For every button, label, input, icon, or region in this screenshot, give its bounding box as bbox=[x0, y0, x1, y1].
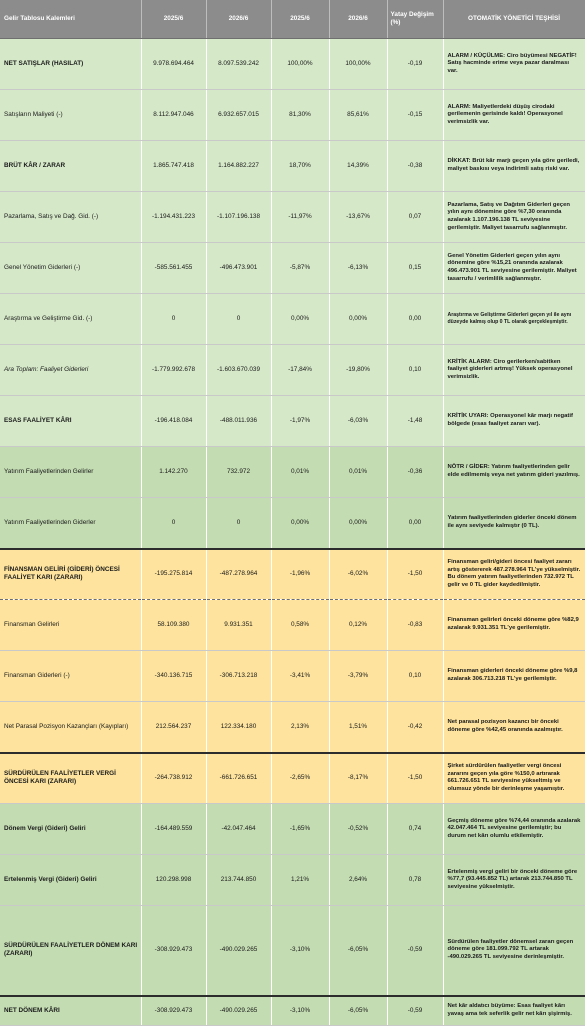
row-ratio-2025[interactable]: -17,84% bbox=[271, 345, 329, 396]
row-ratio-2026[interactable]: -6,02% bbox=[329, 549, 387, 600]
row-diagnosis[interactable]: Finansman geliri/gideri öncesi faaliyet zararı artış göstererek 487.278.964 TL'ye yükselmiştir. Bu dönem yatırım faaliyetlerinden 732.972 TL gelir ve 0 TL gider kaydedilmiştir. bbox=[443, 549, 585, 600]
row-ratio-2026[interactable]: -3,79% bbox=[329, 651, 387, 702]
row-change[interactable]: -0,15 bbox=[387, 90, 443, 141]
row-ratio-2026[interactable]: 0,01% bbox=[329, 447, 387, 498]
row-ratio-2026[interactable]: -6,13% bbox=[329, 243, 387, 294]
row-ratio-2026[interactable]: -19,80% bbox=[329, 345, 387, 396]
row-ratio-2026[interactable]: -0,52% bbox=[329, 804, 387, 855]
row-item-name[interactable]: SÜRDÜRÜLEN FAALİYETLER VERGİ ÖNCESİ KARI (ZARARI) bbox=[0, 753, 141, 804]
table-row bbox=[0, 396, 585, 447]
row-change[interactable]: -0,59 bbox=[387, 996, 443, 1026]
row-diagnosis[interactable]: ALARM: Maliyetlerdeki düşüş cirodaki gerilemenin gerisinde kaldı! Operasyonel verimsizlik var. bbox=[443, 90, 585, 141]
row-change[interactable]: 0,10 bbox=[387, 651, 443, 702]
row-value-2026[interactable]: -487.278.964 bbox=[206, 549, 271, 600]
header-period-2[interactable]: 2026/6 bbox=[206, 0, 271, 39]
row-item-name[interactable]: Ara Toplam: Faaliyet Giderleri bbox=[0, 345, 141, 396]
row-change[interactable]: -1,50 bbox=[387, 753, 443, 804]
row-diagnosis[interactable]: ALARM / KÜÇÜLME: Ciro büyümesi NEGATİF! Satış hacminde erime veya pazar daralması var. bbox=[443, 39, 585, 90]
row-ratio-2025[interactable]: -5,87% bbox=[271, 243, 329, 294]
row-diagnosis[interactable]: Finansman giderleri önceki döneme göre %9,8 azalarak 306.713.218 TL'ye gerilemiştir. bbox=[443, 651, 585, 702]
table-header bbox=[0, 0, 585, 39]
row-value-2026[interactable]: 9.931.351 bbox=[206, 600, 271, 651]
row-value-2026[interactable]: -306.713.218 bbox=[206, 651, 271, 702]
table-row bbox=[0, 600, 585, 651]
header-horizontal-change[interactable]: Yatay Değişim (%) bbox=[387, 0, 443, 39]
row-ratio-2025[interactable]: 0,00% bbox=[271, 294, 329, 345]
row-item-name[interactable]: Pazarlama, Satış ve Dağ. Gid. (-) bbox=[0, 192, 141, 243]
row-diagnosis[interactable]: KRİTİK UYARI: Operasyonel kâr marjı negatif bölgede (esas faaliyet zararı var). bbox=[443, 396, 585, 447]
row-value-2025[interactable]: 0 bbox=[141, 294, 206, 345]
table-row bbox=[0, 906, 585, 996]
table-row bbox=[0, 498, 585, 549]
row-change[interactable]: 0,15 bbox=[387, 243, 443, 294]
row-ratio-2025[interactable]: -3,41% bbox=[271, 651, 329, 702]
row-item-name[interactable]: Ertelenmiş Vergi (Gideri) Geliri bbox=[0, 855, 141, 906]
row-value-2025[interactable]: -195.275.814 bbox=[141, 549, 206, 600]
row-ratio-2026[interactable]: 0,00% bbox=[329, 498, 387, 549]
row-value-2025[interactable]: -308.929.473 bbox=[141, 996, 206, 1026]
row-diagnosis[interactable]: NÖTR / GİDER: Yatırım faaliyetlerinden gelir elde edilmemiş veya net yatırım gideri yazılmış. bbox=[443, 447, 585, 498]
header-item-name[interactable]: Gelir Tablosu Kalemleri bbox=[0, 0, 141, 39]
row-ratio-2025[interactable]: 0,58% bbox=[271, 600, 329, 651]
row-ratio-2025[interactable]: -1,96% bbox=[271, 549, 329, 600]
row-value-2025[interactable]: -264.738.912 bbox=[141, 753, 206, 804]
table-row bbox=[0, 447, 585, 498]
row-value-2025[interactable]: -196.418.084 bbox=[141, 396, 206, 447]
row-diagnosis[interactable]: Araştırma ve Geliştirme Giderleri geçen yıl ile aynı düzeyde kalmış olup 0 TL olarak gerçekleşmiştir. bbox=[443, 294, 585, 345]
row-change[interactable]: -0,83 bbox=[387, 600, 443, 651]
table-row bbox=[0, 651, 585, 702]
table-row bbox=[0, 141, 585, 192]
table-row bbox=[0, 243, 585, 294]
table-row bbox=[0, 804, 585, 855]
row-value-2026[interactable]: -42.047.464 bbox=[206, 804, 271, 855]
row-change[interactable]: -1,48 bbox=[387, 396, 443, 447]
row-value-2025[interactable]: 9.978.694.464 bbox=[141, 39, 206, 90]
row-value-2025[interactable]: 8.112.947.046 bbox=[141, 90, 206, 141]
row-value-2025[interactable]: -1.779.992.678 bbox=[141, 345, 206, 396]
header-ratio-1[interactable]: 2025/6 bbox=[271, 0, 329, 39]
row-ratio-2026[interactable]: -6,05% bbox=[329, 906, 387, 996]
row-value-2026[interactable]: 6.932.657.015 bbox=[206, 90, 271, 141]
table-row bbox=[0, 192, 585, 243]
row-item-name[interactable]: Net Parasal Pozisyon Kazançları (Kayıpları) bbox=[0, 702, 141, 753]
row-value-2026[interactable]: -496.473.901 bbox=[206, 243, 271, 294]
row-value-2025[interactable]: -308.929.473 bbox=[141, 906, 206, 996]
table-row bbox=[0, 996, 585, 1026]
row-ratio-2025[interactable]: 81,30% bbox=[271, 90, 329, 141]
row-value-2026[interactable]: 732.972 bbox=[206, 447, 271, 498]
row-ratio-2025[interactable]: 18,70% bbox=[271, 141, 329, 192]
row-change[interactable]: 0,78 bbox=[387, 855, 443, 906]
table-row bbox=[0, 345, 585, 396]
row-item-name[interactable]: FİNANSMAN GELİRİ (GİDERİ) ÖNCESİ FAALİYET KARI (ZARARI) bbox=[0, 549, 141, 600]
row-diagnosis[interactable]: Sürdürülen faaliyetler dönemsel zararı geçen döneme göre 181.099.792 TL artarak -490.029.265 TL seviyesine derinleşmiştir. bbox=[443, 906, 585, 996]
row-ratio-2026[interactable]: -6,03% bbox=[329, 396, 387, 447]
row-value-2026[interactable]: 213.744.850 bbox=[206, 855, 271, 906]
row-value-2025[interactable]: 1.865.747.418 bbox=[141, 141, 206, 192]
row-ratio-2026[interactable]: 85,61% bbox=[329, 90, 387, 141]
table-row bbox=[0, 702, 585, 753]
row-ratio-2025[interactable]: 0,01% bbox=[271, 447, 329, 498]
row-value-2026[interactable]: -490.029.265 bbox=[206, 906, 271, 996]
row-item-name[interactable]: Araştırma ve Geliştirme Gid. (-) bbox=[0, 294, 141, 345]
row-item-name[interactable]: NET SATIŞLAR (HASILAT) bbox=[0, 39, 141, 90]
row-value-2026[interactable]: -1.107.196.138 bbox=[206, 192, 271, 243]
row-value-2025[interactable]: -164.489.559 bbox=[141, 804, 206, 855]
row-value-2025[interactable]: 120.298.998 bbox=[141, 855, 206, 906]
row-value-2026[interactable]: -661.726.651 bbox=[206, 753, 271, 804]
table-row bbox=[0, 549, 585, 600]
row-change[interactable]: -0,36 bbox=[387, 447, 443, 498]
row-ratio-2026[interactable]: 100,00% bbox=[329, 39, 387, 90]
row-value-2025[interactable]: 1.142.270 bbox=[141, 447, 206, 498]
row-item-name[interactable]: SÜRDÜRÜLEN FAALİYETLER DÖNEM KARI (ZARARI) bbox=[0, 906, 141, 996]
row-value-2026[interactable]: -1.603.670.039 bbox=[206, 345, 271, 396]
header-period-1[interactable]: 2025/6 bbox=[141, 0, 206, 39]
header-ratio-2[interactable]: 2026/6 bbox=[329, 0, 387, 39]
row-item-name[interactable]: ESAS FAALİYET KÂRI bbox=[0, 396, 141, 447]
row-change[interactable]: -0,38 bbox=[387, 141, 443, 192]
row-value-2026[interactable]: 1.164.882.227 bbox=[206, 141, 271, 192]
row-diagnosis[interactable]: Yatırım faaliyetlerinden giderler önceki dönem ile aynı seviyede kalmıştır (0 TL). bbox=[443, 498, 585, 549]
row-ratio-2026[interactable]: 14,39% bbox=[329, 141, 387, 192]
row-change[interactable]: -0,42 bbox=[387, 702, 443, 753]
row-value-2025[interactable]: -340.136.715 bbox=[141, 651, 206, 702]
row-value-2026[interactable]: 8.097.539.242 bbox=[206, 39, 271, 90]
row-diagnosis[interactable]: KRİTİK ALARM: Ciro gerilerken/sabitken faaliyet giderleri artmış! Yüksek operasyonel verimsizlik. bbox=[443, 345, 585, 396]
table-row bbox=[0, 294, 585, 345]
row-value-2025[interactable]: 212.564.237 bbox=[141, 702, 206, 753]
row-item-name[interactable]: Satışların Maliyeti (-) bbox=[0, 90, 141, 141]
header-auto-diagnosis[interactable]: OTOMATİK YÖNETİCİ TEŞHİSİ bbox=[443, 0, 585, 39]
row-change[interactable]: 0,00 bbox=[387, 498, 443, 549]
row-value-2026[interactable]: -488.011.936 bbox=[206, 396, 271, 447]
row-ratio-2026[interactable]: 0,12% bbox=[329, 600, 387, 651]
row-value-2026[interactable]: -490.029.265 bbox=[206, 996, 271, 1026]
row-item-name[interactable]: Yatırım Faaliyetlerinden Gelirler bbox=[0, 447, 141, 498]
row-ratio-2025[interactable]: -1,97% bbox=[271, 396, 329, 447]
row-ratio-2026[interactable]: -6,05% bbox=[329, 996, 387, 1026]
table-row bbox=[0, 90, 585, 141]
row-item-name[interactable]: Finansman Giderleri (-) bbox=[0, 651, 141, 702]
row-ratio-2025[interactable]: -3,10% bbox=[271, 996, 329, 1026]
row-value-2025[interactable]: -585.561.455 bbox=[141, 243, 206, 294]
row-diagnosis[interactable]: Net kâr aldatıcı büyüme: Esas faaliyet kârı yavaş ama tek seferlik gelir net kârı şişirmiş. bbox=[443, 996, 585, 1026]
row-item-name[interactable]: Finansman Gelirleri bbox=[0, 600, 141, 651]
table-row bbox=[0, 855, 585, 906]
row-ratio-2025[interactable]: -11,97% bbox=[271, 192, 329, 243]
row-change[interactable]: 0,07 bbox=[387, 192, 443, 243]
row-value-2026[interactable]: 0 bbox=[206, 498, 271, 549]
row-ratio-2026[interactable]: 0,00% bbox=[329, 294, 387, 345]
row-change[interactable]: -1,50 bbox=[387, 549, 443, 600]
row-diagnosis[interactable]: Ertelenmiş vergi geliri bir önceki döneme göre %77,7 (93.445.852 TL) artarak 213.744.850 TL seviyesine yükselmiştir. bbox=[443, 855, 585, 906]
row-diagnosis[interactable]: Pazarlama, Satış ve Dağıtım Giderleri geçen yılın aynı dönemine göre %7,30 oranında azalarak 1.107.196.138 TL seviyesine gerilemiştir. Maliyet tasarrufu sağlanmıştır. bbox=[443, 192, 585, 243]
row-value-2025[interactable]: -1.194.431.223 bbox=[141, 192, 206, 243]
row-ratio-2026[interactable]: -8,17% bbox=[329, 753, 387, 804]
row-ratio-2026[interactable]: 2,64% bbox=[329, 855, 387, 906]
row-value-2026[interactable]: 0 bbox=[206, 294, 271, 345]
row-ratio-2025[interactable]: 2,13% bbox=[271, 702, 329, 753]
row-ratio-2025[interactable]: -2,65% bbox=[271, 753, 329, 804]
row-diagnosis[interactable]: Şirket sürdürülen faaliyetler vergi öncesi zararını geçen yıla göre %150,0 artırarak 661.726.651 TL seviyesine yükseltmiş ve olumsuz yönde bir derinleşme yaşamıştır. bbox=[443, 753, 585, 804]
row-change[interactable]: 0,74 bbox=[387, 804, 443, 855]
row-ratio-2026[interactable]: -13,67% bbox=[329, 192, 387, 243]
row-item-name[interactable]: Genel Yönetim Giderleri (-) bbox=[0, 243, 141, 294]
row-change[interactable]: -0,59 bbox=[387, 906, 443, 996]
row-value-2025[interactable]: 0 bbox=[141, 498, 206, 549]
row-diagnosis[interactable]: Finansman gelirleri önceki döneme göre %82,9 azalarak 9.931.351 TL'ye gerilemiştir. bbox=[443, 600, 585, 651]
row-change[interactable]: -0,19 bbox=[387, 39, 443, 90]
row-ratio-2026[interactable]: 1,51% bbox=[329, 702, 387, 753]
row-ratio-2025[interactable]: 100,00% bbox=[271, 39, 329, 90]
row-ratio-2025[interactable]: -1,65% bbox=[271, 804, 329, 855]
row-ratio-2025[interactable]: 0,00% bbox=[271, 498, 329, 549]
row-diagnosis[interactable]: Genel Yönetim Giderleri geçen yılın aynı dönemine göre %15,21 oranında azalarak 496.473.901 TL seviyesine gerilemiştir. Maliyet tasarrufu / verimlilik sağlanmıştır. bbox=[443, 243, 585, 294]
row-item-name[interactable]: Dönem Vergi (Gideri) Geliri bbox=[0, 804, 141, 855]
row-value-2026[interactable]: 122.334.180 bbox=[206, 702, 271, 753]
row-diagnosis[interactable]: Geçmiş döneme göre %74,44 oranında azalarak 42.047.464 TL seviyesine gerilemiştir; bu durum net kârı olumlu etkilemiştir. bbox=[443, 804, 585, 855]
row-item-name[interactable]: BRÜT KÂR / ZARAR bbox=[0, 141, 141, 192]
row-ratio-2025[interactable]: 1,21% bbox=[271, 855, 329, 906]
table-row bbox=[0, 753, 585, 804]
row-diagnosis[interactable]: DİKKAT: Brüt kâr marjı geçen yıla göre geriledi, maliyet baskısı veya indirimli satış riski var. bbox=[443, 141, 585, 192]
row-value-2025[interactable]: 58.109.380 bbox=[141, 600, 206, 651]
row-change[interactable]: 0,00 bbox=[387, 294, 443, 345]
row-item-name[interactable]: NET DÖNEM KÂRI bbox=[0, 996, 141, 1026]
table-row bbox=[0, 39, 585, 90]
row-diagnosis[interactable]: Net parasal pozisyon kazancı bir önceki döneme göre %42,45 oranında azalmıştır. bbox=[443, 702, 585, 753]
row-change[interactable]: 0,10 bbox=[387, 345, 443, 396]
row-item-name[interactable]: Yatırım Faaliyetlerinden Giderler bbox=[0, 498, 141, 549]
row-ratio-2025[interactable]: -3,10% bbox=[271, 906, 329, 996]
